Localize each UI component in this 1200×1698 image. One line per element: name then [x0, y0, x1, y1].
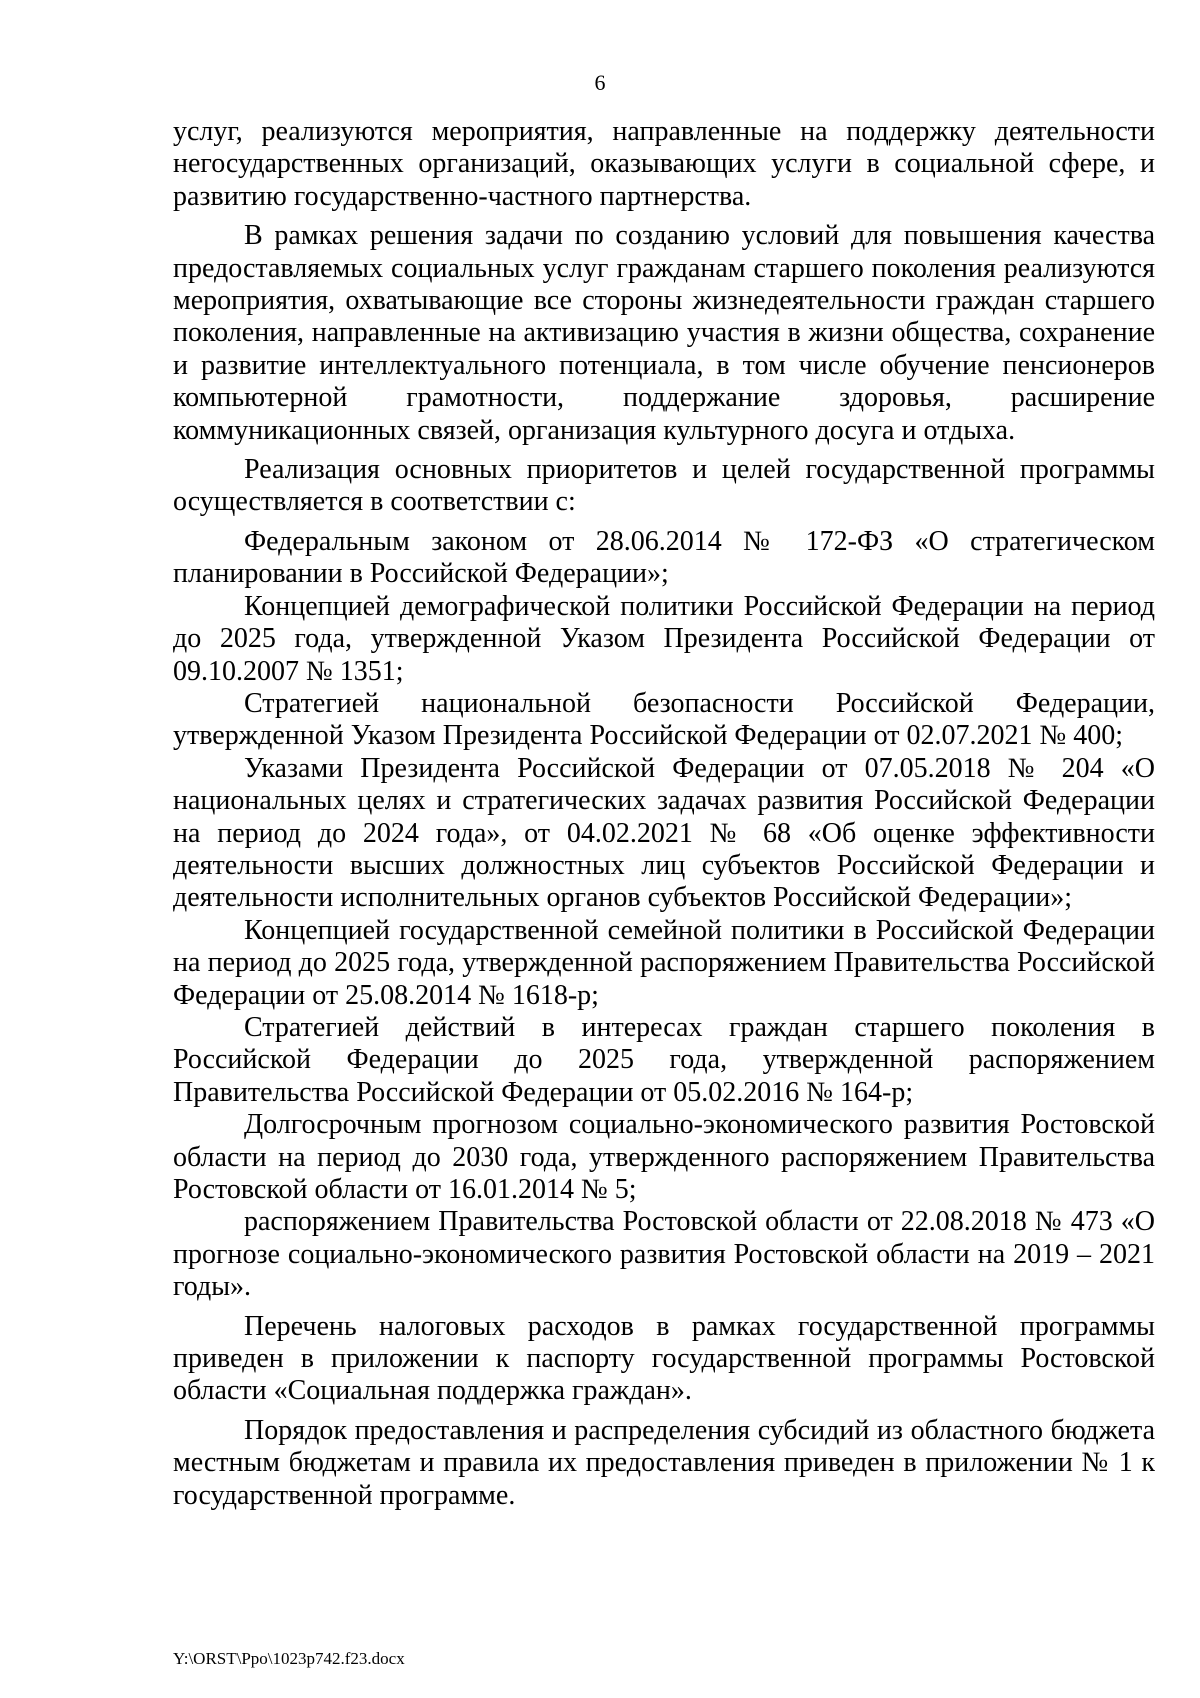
list-item-long-term-forecast: Долгосрочным прогнозом социально-экономического развития Ростовской области на период до 2030 года, утвержденного распоряжением Правительства Ростовской области от 16.01.2014 № 5;	[173, 1109, 1155, 1205]
document-body	[173, 116, 1155, 1512]
paragraph-subsidies: Порядок предоставления и распределения субсидий из областного бюджета местным бюджетам и правила их предоставления приведен в приложении № 1 к государственной программе.	[173, 1414, 1155, 1511]
paragraph-tax-expenditures: Перечень налоговых расходов в рамках государственной программы приведен в приложении к паспорту государственной программы Ростовской области «Социальная поддержка граждан».	[173, 1310, 1155, 1407]
list-item-federal-law: Федеральным законом от 28.06.2014 № 172-ФЗ «О стратегическом планировании в Российской Федерации»;	[173, 525, 1155, 590]
paragraph-senior-services: В рамках решения задачи по созданию условий для повышения качества предоставляемых социальных услуг гражданам старшего поколения реализуются мероприятия, охватывающие все стороны жизнедеятельности граждан старшего поколения, направленные на активизацию участия в жизни общества, сохранение и развитие интеллектуального потенциала, в том числе обучение пенсионеров компьютерной грамотности, поддержание здоровья, расширение коммуникационных связей, организация культурного досуга и отдыха.	[173, 220, 1155, 446]
list-item-regional-order: распоряжением Правительства Ростовской области от 22.08.2018 № 473 «О прогнозе социально-экономического развития Ростовской области на 2019 – 2021 годы».	[173, 1206, 1155, 1303]
paragraph-continuation: услуг, реализуются мероприятия, направленные на поддержку деятельности негосударственных организаций, оказывающих услуги в социальной сфере, и развитию государственно-частного партнерства.	[173, 116, 1155, 212]
list-item-demographic-concept: Концепцией демографической политики Российской Федерации на период до 2025 года, утвержденной Указом Президента Российской Федерации от 09.10.2007 № 1351;	[173, 590, 1155, 687]
paragraph-priorities-intro: Реализация основных приоритетов и целей государственной программы осуществляется в соответствии с:	[173, 454, 1155, 518]
list-item-presidential-decrees: Указами Президента Российской Федерации от 07.05.2018 № 204 «О национальных целях и стратегических задачах развития Российской Федерации на период до 2024 года», от 04.02.2021 № 68 «Об оценке эффективности деятельности высших должностных лиц субъектов Российской Федерации и деятельности исполнительных органов субъектов Российской Федерации»;	[173, 752, 1155, 914]
list-item-senior-strategy: Стратегией действий в интересах граждан старшего поколения в Российской Федерации до 2025 года, утвержденной распоряжением Правительства Российской Федерации от 05.02.2016 № 164-р;	[173, 1011, 1155, 1108]
list-item-family-policy: Концепцией государственной семейной политики в Российской Федерации на период до 2025 года, утвержденной распоряжением Правительства Российской Федерации от 25.08.2014 № 1618-р;	[173, 914, 1155, 1011]
list-item-security-strategy: Стратегией национальной безопасности Российской Федерации, утвержденной Указом Президента Российской Федерации от 02.07.2021 № 400;	[173, 687, 1155, 752]
footer-file-path: Y:\ORST\Ppo\1023p742.f23.docx	[173, 1649, 405, 1668]
page-number: 6	[594, 70, 606, 95]
